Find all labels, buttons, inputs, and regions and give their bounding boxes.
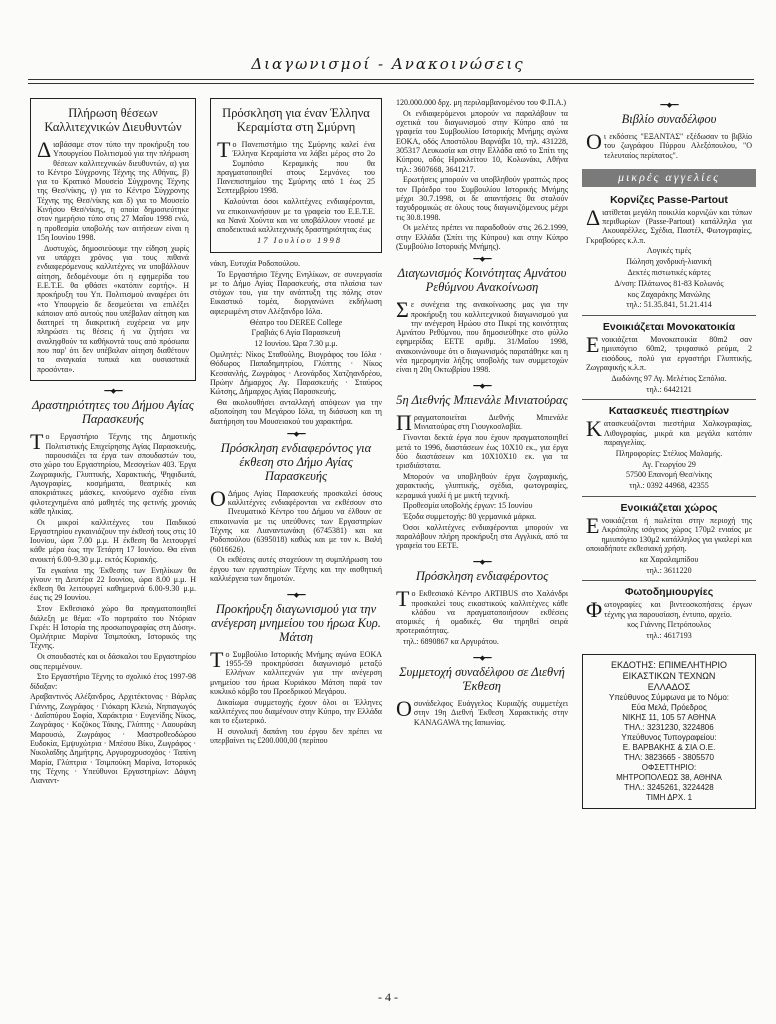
publisher-line: ΤΗΛ: 3823665 - 3805570: [624, 752, 714, 762]
article-paragraph: Δυστυχώς, δημοσιεύουμε την είδηση χωρίς να υπάρχει χρόνος για τους πιθανά ενδιαφερόμενους καλλιτέχνες να υποβάλλουν αίτηση, δεδομένουμε ότι η εφημερίδα του Ε.Ε.Τ.Ε. θα φθάσει «κατόπιν εορτής». Η προκήρυξη του Υπ. Πολιτισμού αναφέρει ότι «το Υπουργείο δε δεσμεύεται να επιλέξει κάποιον από αυτούς που υπέβαλαν αίτηση και διατηρεί τη διακριτική ευχέρεια να μην πληρώσει τις θέσεις ή να ζητήσει να αναληφθούν τα καθήκοντά τους από πρόσωπα που παρ' ότι δεν υπέβαλαν αίτηση διαθέτουν τα αναγκαία τυπικά και ουσιαστικά προσόντα».: [37, 243, 189, 374]
ornament: ━━◆━━: [660, 101, 678, 109]
article-international-exhibition: [396, 654, 568, 728]
ad-title: Κατασκευές πιεστηρίων: [608, 405, 730, 418]
drop-cap: Φ: [586, 597, 603, 623]
ad-text: ιατίθεται μεγάλη ποικιλία κορνιζών και τύπων περιθωρίων (Passe-Partout) κατάλληλα για Ακουαρέλλες, Σχέδια, Παστέλ, Φωτογραφίες, Γκραβούρες κ.λ.π.: [586, 207, 752, 245]
ad-line: κος Γιάννης Πετρόπουλος: [627, 620, 711, 630]
ad-phone: τηλ.: 4617193: [646, 631, 692, 641]
article-paragraph: Όσοι καλλιτέχνες ενδιαφέρονται μπορούν να παραλάβουν πλήρη προκήρυξη στα Αγγλικά, από τα γραφεία του ΕΕΤΕ.: [396, 522, 568, 551]
article-paragraph: Γίνονται δεκτά έργα που έχουν πραγματοποιηθεί μετά το 1996, διαστάσεων έως 10Χ10 εκ., για έργα δύο διαστάσεων και 10Χ10Χ10 εκ. για τα τρισδιάστατα.: [396, 433, 568, 471]
article-paragraph: Οι μικροί καλλιτέχνες του Παιδικού Εργαστηρίου εγκαινιάζουν την έκθεσή τους στις 10 Ιουνίου, ώρα 7.00 μ.μ. Η έκθεση θα λειτουργεί κάθε μέρα έως την Τετάρτη 17 Ιουνίου. Θα είναι ανοικτή 6.00-9.30 μ.μ. εκτός Κυριακής.: [30, 517, 196, 564]
ad-phone: τηλ.: 51.35.841, 51.21.414: [626, 300, 712, 310]
page-number: - 4 -: [378, 990, 398, 1004]
article-paragraph: Οι μελέτες πρέπει να παραδοθούν στις 26.2.1999, στην Ελλάδα (Σπίτι της Κύπρου) και στην Κύπρο (Συμβούλιο Ιστορικής Μνήμης).: [396, 223, 568, 251]
ad-line: 57500 Επανομή Θεσ/νίκης: [625, 470, 713, 480]
drop-cap: Ο: [586, 129, 602, 154]
drop-cap: Σ: [396, 297, 409, 323]
article-exhibition-invitation: [210, 430, 382, 585]
publisher-box: [582, 654, 756, 809]
article-title: Πρόσκληση ενδιαφερόντος για έκθεση στο Δήμο Αγίας Παρασκευής: [220, 440, 372, 483]
ornament: ━━◆━━: [473, 255, 491, 264]
article-paragraph: Οι ενδιαφερόμενοι μπορούν να παραλάβουν τα σχετικά του διαγωνισμού στην Κύπρο από τα γραφεία του Συμβουλίου Ιστορικής Μνήμης αγώνα ΕΟΚΑ, οδός Αποστόλου Βαρνάβα 10, τηλ. 431228, 305317 Λευκωσία και στην Ελλάδα από το Σπίτι της Κύπρου, οδός Ηρακλείτου 10, Κολωνάκι, Αθήνα τηλ.: 3607668, 3641217.: [396, 108, 568, 174]
ad-line: Δωδώνης 97 Αγ. Μελέτιος Σεπόλια.: [611, 373, 727, 383]
drop-cap: Κ: [586, 416, 602, 442]
article-paragraph: Δήμος Αγίας Παρασκευής προσκαλεί όσους καλλιτέχνες ενδιαφέρονται να εκθέσουν στο Πνευματικό Κέντρο του Δήμου να έλθουν σε επικοινωνία με τις υπεύθυνες των Εργαστηρίων Τέχνης κα Λιαναντωνάκη (6745381) και κα Ροδοπούλου (6395018) καθώς και με τον κ. Βαλή (6016626).: [210, 488, 382, 554]
publisher-line: Ε. ΒΑΡΒΑΚΗΣ & ΣΙΑ Ο.Ε.: [622, 742, 716, 752]
ad-text: ωτογραφίες και βιντεοσκοπήσεις έργων τέχνης για παρουσίαση, έντυπο, αρχείο.: [604, 600, 752, 619]
article-title: Πρόσκληση ενδιαφέροντος: [415, 569, 549, 584]
column-2: [210, 98, 382, 980]
ad-text: ατασκευάζονται πιεστήρια Χαλκογραφίας, Λιθογραφίας, μικρά και μεγάλα κατόπιν παραγγελίας.: [603, 419, 752, 448]
continued-text: νάκη, Ευτυχία Ροδοπούλου.: [210, 258, 300, 268]
article-miniature-biennale: [396, 382, 568, 552]
publisher-line: Υπεύθυνος Σύμφωνα με το Νόμο:: [609, 692, 729, 702]
article-title: Προκήρυξη διαγωνισμού για την ανέγερση μνημείου του ήρωα Κυρ. Μάτση: [211, 601, 381, 644]
article-paragraph: Δικαίωμα συμμετοχής έχουν όλοι οι Έλληνες καλλιτέχνες που διαμένουν στην Κύπρο, την Ελλάδα και το εξωτερικό.: [210, 697, 382, 726]
drop-cap: Δ: [586, 204, 601, 230]
article-title: 5η Διεθνής Μπιενάλε Μινιατούρας: [396, 393, 568, 408]
venue-line: Γραβιάς 6 Αγία Παρασκευή: [251, 328, 341, 338]
article-paragraph: συνάδελφος Ευάγγελος Κυριαζής συμμετέχει στην 19η Διεθνή Έκθεση Χαρακτικής στην KANAGAWA της Ιαπωνίας.: [413, 699, 568, 727]
ad-line: Αγ. Γεωργίου 29: [642, 459, 696, 469]
drop-cap: Ο: [210, 485, 226, 511]
teachers-list: Αραβαντινός Αλέξανδρος, Αρχιτέκτονας · Βάρλας Γιάννης, Ζωγράφος · Γιόκαρη Κλειώ, Νηπιαγωγός · Δαΐσπύρου Σοφία, Χαράκτρια · Ευγενίδης Νίκος, Ζωγράφος · Κοζόκος Τάκης, Γλύπτης · Λαουράκη Μαρουσώ, Ζωγράφος · Μαστροθεοδώρου Ευδοκία, Εμψυχώτρια · Μπέσου Βίκυ, Ζωγράφος · Νικολαΐδης Δημήτρης, Αργυροχρυσοχόος · Ταπίνη Μαρία, Γλύπτρια · Τσιμπούκη Μαρίνα, Ιστορικός της Τέχνης · Υπεύθυνοι Εργαστηρίων: Δάφνη Λιαναντ-: [30, 692, 196, 786]
ad-frames: [582, 189, 756, 316]
continued-text: 120.000.000 δρχ. μη περιλαμβανομένου του Φ.Π.Α.): [396, 98, 567, 107]
publisher-line: Υπεύθυνος Τυπογραφείου:: [621, 732, 717, 742]
ad-title: Κορνίζες Passe-Partout: [610, 193, 728, 206]
publisher-line: ΝΙΚΗΣ 11, 105 57 ΑΘΗΝΑ: [622, 712, 716, 722]
article-paragraph: Θα ακολουθήσει ανταλλαγή απόψεων για την αξιοποίηση του Μεγάρου Ιόλα, τη διάσωση και τη διατήρηση του Μουσειακού του χαρακτήρα.: [210, 397, 382, 426]
article-paragraph: Έξοδα συμμετοχής: 80 γερμανικά μάρκα.: [403, 512, 537, 522]
ornament: ━━◆━━: [473, 654, 491, 663]
ad-line: Πληροφορίες: Στέλιος Μαλαμής.: [615, 448, 723, 458]
article-title: Δραστηριότητες του Δήμου Αγίας Παρασκευής: [32, 398, 194, 427]
publisher-line: ΕΛΛΑΔΟΣ: [647, 681, 691, 692]
publisher-line: ΕΚΔΟΤΗΣ: ΕΠΙΜΕΛΗΤΗΡΙΟ: [611, 659, 727, 670]
ad-presses: [582, 400, 756, 497]
publisher-line: ΜΗΤΡΟΠΟΛΕΩΣ 38, ΑΘΗΝΑ: [616, 772, 722, 782]
drop-cap: Δ: [37, 137, 52, 162]
header-rule-bottom: [28, 83, 754, 84]
article-paragraph: Στο Εργαστήριο Τέχνης το σχολικό έτος 1997-98 δίδαξαν:: [30, 672, 196, 691]
article-paragraph: τηλ.: 6890867 κα Αργυράτου.: [403, 637, 499, 647]
article-agia-paraskevi-activities: [30, 387, 196, 786]
ad-line: κα Χαραλαμπίδου: [639, 554, 699, 564]
article-paragraph: Ερωτήσεις μπορούν να υποβληθούν γραπτώς προς τον Πρόεδρο του Συμβουλίου Ιστορικής Μνήμης μέχρι 30.7.1998, οι δε απαντήσεις θα σταλούν ταχυδρομικώς σε όλους τους διαγωνιζόμενους μέχρι τις 30.8.1998.: [396, 175, 568, 222]
article-artibus-invitation: [396, 558, 568, 648]
page-header: Διαγωνισμοί - Ανακοινώσεις: [251, 55, 525, 73]
article-paragraph: ραγματοποιείται Διεθνής Μπιενάλε Μινιατούρας στη Γιουγκοσλαβία.: [413, 413, 568, 432]
ornament: ━━◆━━: [473, 382, 491, 391]
article-paragraph: Το Εργαστήριο Τέχνης Ενηλίκων, σε συνεργασία με το Δήμο Αγίας Παρασκευής, στα πλαίσια των στόχων του, για την ανάπτυξη της πόλης στον Εικαστικό τομέα, διοργανώνει εκδήλωση αφιερωμένη στον Αλέξανδρο Ιόλα.: [210, 269, 382, 316]
header-rule-top: [28, 79, 754, 80]
article-colleague-book: [582, 98, 756, 165]
ad-house-rent: [582, 316, 756, 400]
ad-space-rent: [582, 497, 756, 581]
article-paragraph: ο Πανεπιστήμιο της Σμύρνης καλεί ένα Έλληνα Κεραμίστα να λάβει μέρος στο 2ο Συμπόσιο Κεραμικής που θα πραγματοποιηθεί στους Σεμνόνες του Πανεπιστημίου της Σμύρνης από 1 έως 25 Σεπτεμβρίου 1998.: [217, 140, 375, 196]
publisher-line: Εύα Μελά, Πρόεδρος: [631, 702, 707, 712]
venue-line: 12 Ιουνίου. Ώρα 7.30 μ.μ.: [254, 339, 338, 349]
drop-cap: Τ: [30, 429, 44, 455]
ad-text: νοικιάζεται Μονοκατοικία 80m2 σαν ημιυπόγειο 60m2, τριφασικό ρεύμα, 2 εισόδους, πολύ για εργαστήρι Γλυπτικής, Ζωγραφικής κ.λ.π.: [586, 335, 752, 373]
ad-line: κος Ζαχαράκης Μανώλης: [627, 289, 711, 299]
article-title: Διαγωνισμός Κοινότητας Αμνάτου Ρεθύμνου Ανακοίνωση: [397, 266, 567, 295]
article-paragraph: ο Εργαστήριο Τέχνης της Δημοτικής Πολιτιστικής Επιχείρησης Αγίας Παρασκευής, παρουσιάζει τα έργα των σπουδαστών του, στο χώρο του Εργαστηρίου, Μεσογείων 403. Έργα Ζωγραφικής, Γλυπτικής, Χαρακτικής, Ψηφιδωτά, Αγιογραφίες, κοσμήματα, θεατρικές και αποκριάτικες μάσκες, κινούμενο σχέδιο είναι φιλοτεχνημένα από μαθητές της φετινής χρονιάς κάθε ηλικίας.: [30, 432, 196, 516]
drop-cap: Ε: [586, 513, 600, 539]
publisher-price: ΤΙΜΗ ΔΡΧ. 1: [645, 792, 693, 802]
article-paragraph: ο Συμβούλιο Ιστορικής Μνήμης αγώνα ΕΟΚΑ 1955-59 προκηρύσσει διαγωνισμό μεταξύ Ελλήνων καλλιτεχνών για την ανέγερση μνημείου του ήρωα Κυριάκου Μάτση παρά τον κυκλικό κόμβο του Προεδρικού Μεγάρου.: [210, 649, 382, 696]
ad-line: Λογικές τιμές: [646, 246, 692, 256]
speakers-list: Ομιλητές: Νίκος Σταθούλης, Βιογράφος του Ιόλα · Θόδωρος Παπαδημητρίου, Γλύπτης · Νίκος Κεσσανλής, Ζωγράφος · Λεονάρδος Χατζηανδρέου, Πρώην Δήμαρχος Αγ. Παρασκευής · Σταύρος Κώτσης, Δήμαρχος Αγίας Παρασκευής.: [210, 349, 382, 397]
publisher-line: ΟΦΣΕΤΤΗΡΙΟ:: [641, 762, 697, 772]
ad-phone: τηλ.: 3611220: [646, 565, 692, 575]
ornament: ━━◆━━: [287, 590, 305, 599]
article-paragraph: Προθεσμία υποβολής έργων: 15 Ιουνίου: [403, 501, 533, 511]
article-paragraph: Μπορούν να υποβληθούν έργα ζωγραφικής, χαρακτικής, γλυπτικής, σχέδια, φωτογραφίες, κεραμικά γυαλί ή με μικτή τεχνική.: [396, 471, 568, 500]
ad-photography: [582, 581, 756, 646]
article-paragraph: ιαβάσαμε στον τύπο την προκήρυξη του Υπουργείου Πολιτισμού για την πλήρωση θέσεων καλλιτεχνικών διευθυντών, α) για το Κέντρο Σύγχρονης Τέχνης της Αθήνας, β) για το Κρατικό Μουσείο Σύγχρονης Τέχνης της Θεσ/νίκης, γ) για το Κέντρο Σύγχρονης Τέχνης της Θεσ/νίκης και δ) για το Μουσείο Κινήσου Θεσ/νίκης, η οποία δημοσιεύτηκε στον ημερήσιο τύπο στις 27 Μαΐου 1998 ενώ, η προθεσμία υποβολής των αιτήσεων είναι η 15η Ιουνίου 1998.: [37, 140, 189, 242]
ornament: ━━◆━━: [104, 387, 122, 396]
column-4: [582, 98, 756, 980]
article-paragraph: Οι εκθέσεις αυτές στοχεύουν τη συμπλήρωση του έργου των εργαστηρίων Τέχνης και την αισθητική καλλιέργεια των δημοτών.: [210, 555, 382, 583]
article-paragraph: Η συνολική δαπάνη του έργου δεν πρέπει να υπερβαίνει τις £200.000,00 (περίπου: [210, 727, 382, 746]
venue-line: Θέατρο του DEREE College: [249, 317, 343, 327]
column-1: [30, 98, 196, 980]
column-3: [396, 98, 568, 980]
ornament: ━━◆━━: [287, 429, 305, 438]
article-paragraph: Οι σπουδαστές και οι δάσκαλοι του Εργαστηρίου σας περιμένουν.: [30, 652, 196, 671]
article-paragraph: Καλούνται όσοι καλλιτέχνες ενδιαφέρονται, να επικοινωνήσουν με τα γραφεία του Ε.Ε.Τ.Ε. κα Νανά Χούντα και να υποβάλλουν ντοσιέ με αποδεικτικά καλλιτεχνικής δραστηριότητας έως: [217, 197, 375, 235]
drop-cap: Τ: [210, 646, 224, 672]
ad-phone: τηλ.: 6442121: [646, 384, 692, 394]
article-amnatos-competition: [396, 255, 568, 376]
publisher-line: ΤΗΛ.: 3245261, 3224428: [624, 782, 714, 792]
drop-cap: Τ: [396, 586, 410, 612]
ad-line: Πώληση χονδρική-λιανική: [626, 257, 712, 267]
article-paragraph: Τα εγκαίνια της Έκθεσης των Ενηλίκων θα γίνουν τη Δευτέρα 22 Ιουνίου, ώρα 8.00 μ.μ. Η έκθεση θα λειτουργεί καθημερινά 6.00-9.30 μ.μ. έως τις 29 Ιουνίου.: [30, 565, 196, 603]
article-matsis-monument: [210, 591, 382, 747]
article-paragraph: ι εκδόσεις "ΕΞΑΝΤΑΣ" εξέδωσαν το βιβλίο του ζωγράφου Πύρρου Αλεξόπουλου, "Ο τελευταίος περίπατος".: [603, 132, 752, 160]
publisher-line: ΤΗΛ.: 3231230, 3224806: [624, 722, 714, 732]
drop-cap: Π: [396, 410, 412, 436]
deadline-date: 17 Ιουλίου 1998: [257, 234, 342, 245]
ornament: ━━◆━━: [473, 558, 491, 567]
ad-line: Δ/νση: Πλάτωνος 81-83 Κολωνός: [614, 278, 724, 288]
ad-phone: τηλ.: 0392 44968, 42355: [629, 481, 709, 491]
ad-title: Ενοικιάζεται Μονοκατοικία: [602, 321, 736, 334]
drop-cap: Ο: [396, 696, 412, 722]
ad-title: Φωτοδημιουργίες: [624, 586, 714, 599]
ad-text: νοικιάζεται ή πωλείται στην περιοχή της Ακρόπολης ισόγειος χώρος 170μ2 ενιαίος με ημιυπόγειο 130μ2 κατάλληλος για γκαλερί και οποιαδήποτε εκθεσιακή χρήση.: [586, 516, 752, 553]
article-paragraph: ο Εκθεσιακό Κέντρο ARTIBUS στο Χαλάνδρι προσκαλεί τους εικαστικούς καλλιτέχνες κάθε κλάδου να πραγματοποιήσουν εκθέσεις ατομικές ή ομαδικές. Θα τηρηθεί σειρά προτεραιότητας.: [396, 589, 568, 636]
article-paragraph: ε συνέχεια της ανακοίνωσης μας για την προκήρυξη του καλλιτεχνικού διαγωνισμού για την ανέγερση Ηρώου στο Πικρί της κοινότητας Αμνάτου Ρεθύμνου, που δημοσιεύθηκε στο φύλλο εφημερίδας ΕΕΤΕ αριθμ. 31/Μαΐου 1998, ανακοινώνουμε ότι ο διαγωνισμός παρατάθηκε και η νέα ημερομηνία λήξης υποβολής των συμμετοχών είναι η 20η Οκτωβρίου 1998.: [396, 300, 568, 375]
article-paragraph: Στον Εκθεσιακό χώρο θα πραγματοποιηθεί διάλεξη με θέμα: «Το πορτραίτο του Ντόριαν Γκρέι: Η Ιστορία της προσωπογραφίας στη Δύση». Ομιλήτρια: Μαρίνα Τσιμπούκη, Ιστορικός της Τέχνης.: [30, 604, 196, 651]
article-title: Πρόσκληση για έναν Έλληνα Κεραμίστα στη Σμύρνη: [222, 106, 370, 134]
classifieds-banner: μικρές αγγελίες: [582, 169, 756, 186]
article-artistic-directors: [30, 98, 196, 381]
article-smyrna-ceramist: [210, 98, 382, 253]
ad-title: Ενοικιάζεται χώρος: [620, 502, 718, 515]
drop-cap: Ε: [586, 332, 600, 358]
article-title: Πλήρωση θέσεων Καλλιτεχνικών Διευθυντών: [44, 106, 182, 134]
publisher-line: ΕΙΚΑΣΤΙΚΩΝ ΤΕΧΝΩΝ: [622, 670, 716, 681]
article-title: Συμμετοχή συναδέλφου σε Διεθνή Έκθεση: [399, 665, 565, 694]
drop-cap: Τ: [217, 137, 231, 162]
ad-line: Δεκτές πιστωτικές κάρτες: [627, 267, 711, 277]
article-title: Βιβλίο συναδέλφου: [621, 112, 717, 126]
